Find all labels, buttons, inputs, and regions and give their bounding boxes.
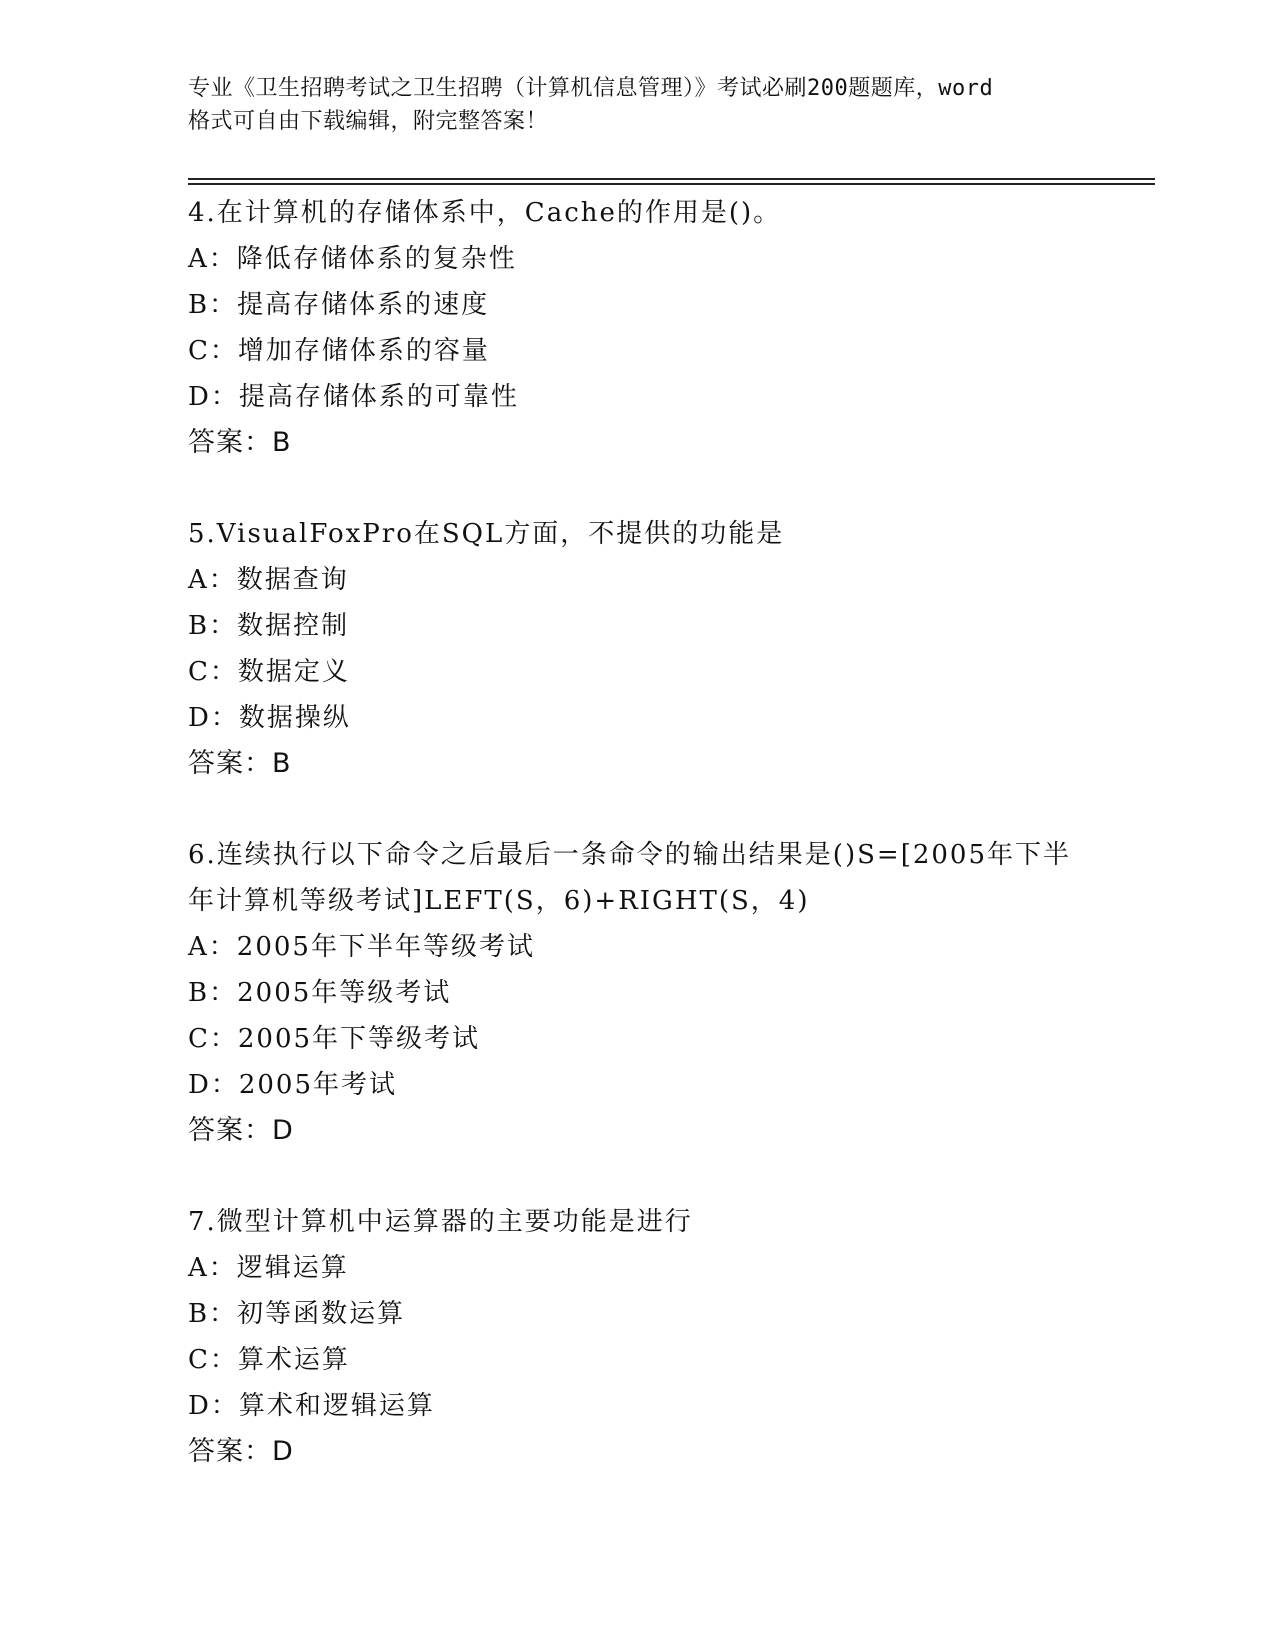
option-d: D：2005年考试 (188, 1070, 398, 1100)
question-stem-continued: 年计算机等级考试]LEFT(S，6)+RIGHT(S，4) (188, 886, 810, 916)
header-intro-line-1: 专业《卫生招聘考试之卫生招聘（计算机信息管理）》考试必刷200题题库，word (188, 76, 994, 101)
header-divider-top (188, 178, 1155, 180)
option-a: A：数据查询 (188, 565, 349, 595)
question-7 (188, 1199, 1108, 1475)
question-6 (188, 832, 1108, 1154)
option-b: B：初等函数运算 (188, 1299, 406, 1329)
question-5 (188, 511, 1108, 787)
question-stem: 7.微型计算机中运算器的主要功能是进行 (188, 1207, 693, 1237)
option-a: A：逻辑运算 (188, 1253, 349, 1283)
option-b: B：提高存储体系的速度 (188, 290, 490, 320)
option-a: A：降低存储体系的复杂性 (188, 244, 517, 274)
question-list (188, 190, 1108, 1520)
question-stem: 4.在计算机的存储体系中，Cache的作用是()。 (188, 198, 782, 228)
answer-line: 答案：D (188, 1436, 294, 1467)
option-c: C：算术运算 (188, 1345, 350, 1375)
answer-line: 答案：B (188, 427, 292, 458)
option-d: D：数据操纵 (188, 703, 351, 733)
option-d: D：提高存储体系的可靠性 (188, 382, 519, 412)
answer-line: 答案：D (188, 1115, 294, 1146)
question-stem: 5.VisualFoxPro在SQL方面，不提供的功能是 (188, 519, 785, 549)
question-4 (188, 190, 1108, 466)
answer-line: 答案：B (188, 748, 292, 779)
option-b: B：2005年等级考试 (188, 978, 452, 1008)
option-c: C：增加存储体系的容量 (188, 336, 490, 366)
header-intro-line-2: 格式可自由下载编辑，附完整答案！ (188, 109, 549, 134)
question-stem: 6.连续执行以下命令之后最后一条命令的输出结果是()S=[2005年下半 (188, 840, 1072, 870)
option-b: B：数据控制 (188, 611, 350, 641)
option-a: A：2005年下半年等级考试 (188, 932, 535, 962)
header-divider-bottom (188, 183, 1155, 185)
option-d: D：算术和逻辑运算 (188, 1391, 435, 1421)
option-c: C：数据定义 (188, 657, 350, 687)
document-header (188, 72, 1088, 138)
option-c: C：2005年下等级考试 (188, 1024, 481, 1054)
